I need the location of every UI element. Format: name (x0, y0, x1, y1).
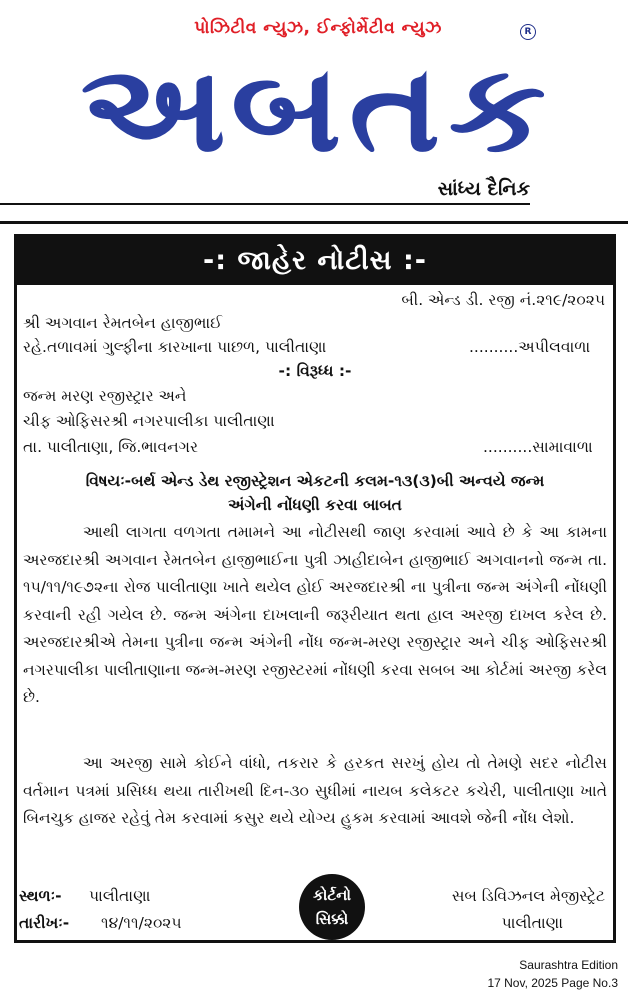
masthead-divider (0, 221, 628, 224)
respondent-line-2: ચીફ ઓફિસરશ્રી નગરપાલીકા પાલીતાણા (23, 412, 275, 430)
respondent-line-1: જન્મ મરણ રજીસ્ટ્રાર અને (23, 387, 187, 405)
logo-letter: અ (80, 40, 227, 179)
logo-letter: ત (348, 40, 441, 179)
logo-letter: ક (448, 40, 547, 179)
applicant-address: રહે.તળાવમાં ગુલ્ફીના કારખાના પાછળ, પાલીતાણા (23, 338, 327, 356)
public-notice (14, 234, 616, 943)
court-seal (299, 874, 365, 940)
notice-subject-line-2: અંગેની નોંધણી કરવા બાબત (228, 496, 402, 514)
versus-heading: -: વિરૂધ્ધ :- (278, 362, 352, 380)
masthead-subtitle: સાંધ્ય દૈનિક (437, 178, 530, 200)
place-value: પાલીતાણા (89, 887, 151, 905)
edition-date-page: 17 Nov, 2025 Page No.3 (487, 976, 618, 990)
respondent-role: ..........સામાવાળા (483, 438, 593, 456)
date-label: તારીખઃ- (19, 914, 70, 932)
logo-letter: બ (230, 40, 342, 179)
newspaper-logo (80, 40, 547, 180)
notice-title: -: જાહેર નોટીસ :- (17, 237, 613, 285)
place-label: સ્થળઃ- (19, 887, 62, 905)
edition-label: Saurashtra Edition (519, 958, 618, 972)
applicant-role: ..........અપીલવાળા (469, 338, 591, 356)
date-value: ૧૪/૧૧/૨૦૨૫ (101, 914, 182, 932)
masthead-tagline: પોઝિટીવ ન્યુઝ, ઈન્ફોર્મેટીવ ન્યુઝ (194, 18, 442, 38)
signatory-place: પાલીતાણા (501, 914, 563, 932)
respondent-line-3: તા. પાલીતાણા, જિ.ભાવનગર (23, 438, 199, 456)
notice-subject-line-1: વિષયઃ-બર્થ એન્ડ ડેથ રજીસ્ટ્રેશન એકટની કલમ-૧૩(૩)બી અન્વયે જન્મ (85, 472, 545, 490)
signatory-title: સબ ડિવિઝનલ મેજીસ્ટ્રેટ (451, 887, 605, 905)
registered-mark-icon: R (520, 24, 536, 40)
seal-line-1: કોર્ટનો (313, 886, 351, 904)
notice-reference: બી. એન્ડ ડી. રજી નં.૨૧૯/૨૦૨૫ (401, 291, 605, 309)
applicant-name: શ્રી અગવાન રેમતબેન હાજીભાઈ (23, 314, 223, 332)
seal-line-2: સિક્કો (315, 910, 349, 928)
notice-paragraph-2: આ અરજી સામે કોઈને વાંધો, તકરાર કે હરકત સરખું હોય તો તેમણે સદર નોટીસ વર્તમાન પત્રમાં પ્રસિધ્ધ થયા તારીખથી દિન-૩૦ સુધીમાં નાયબ કલેકટર કચેરી, પાલીતાણા ખાતે બિનચુક હાજર રહેવું તેમ કરવામાં કસુર થયે યોગ્ય હુકમ કરવામાં આવશે જેની નોંધ લેશો. (23, 754, 607, 827)
notice-paragraph-1: આથી લાગતા વળગતા તમામને આ નોટીસથી જાણ કરવામાં આવે છે કે આ કામના અરજદારશ્રી અગવાન રેમતબેન હાજીભાઈના પુત્રી ઝાહીદાબેન હાજીભાઈ અગવાનનો જન્મ તા. ૧૫/૧૧/૧૯૭૨ના રોજ પાલીતાણા ખાતે થયેલ હોઈ અરજદારશ્રી ના પુત્રીના જન્મ અંગેની નોંધણી કરવાની રહી ગયેલ છે. જન્મ અંગેના દાખલાની જરૂરીયાત થતા હાલ અરજી દાખલ કરેલ છે. અરજદારશ્રીએ તેમના પુત્રીના જન્મ અંગેની નોંધ જન્મ-મરણ રજીસ્ટ્રાર અને ચીફ ઓફિસરશ્રી નગરપાલીકા પાલીતાણાના જન્મ-મરણ રજીસ્ટરમાં નોંધણી કરવા સબબ આ કોર્ટમાં અરજી કરેલ છે. (23, 523, 607, 706)
masthead-underline (0, 203, 530, 205)
